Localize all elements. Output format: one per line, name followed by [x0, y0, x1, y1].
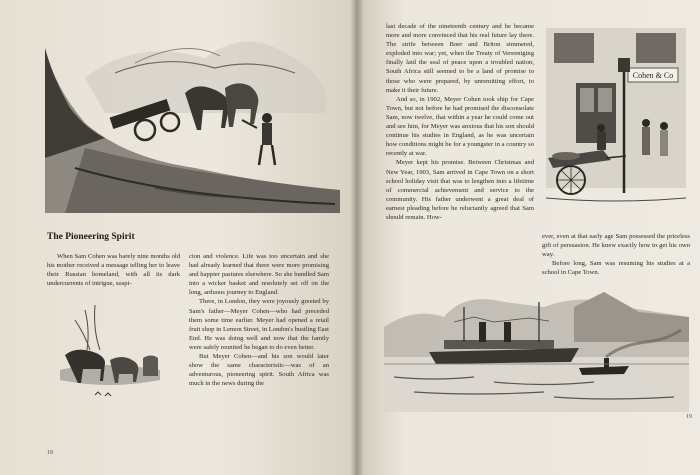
paragraph: last decade of the nineteenth century and he became more and more convinced that his real future lay there. The strife between Boer and Briton simmered, exploded into war; yet, when the Treaty of Vereeniging finally laid the seal of peace upon a troubled nation, South Africa still seemed to be a land of promise to those who were prepared, by unremitting effort, to make it their future.: [386, 23, 534, 94]
left-column-1: [47, 252, 180, 288]
paragraph: When Sam Cohen was barely nine months old his mother received a message telling her to leave their Russian homeland, with all its dark undercurrents of intrigue, suspi-: [47, 253, 180, 288]
page-number-right: 19: [686, 414, 692, 420]
paragraph: There, in London, they were joyously greeted by Sam's father—Meyer Cohen—who had preceded them some time earlier. Meyer had opened a retail fruit shop in Lemon Street, in London's bustling East End. He was doing well and now that the family were safely reunited he began to do even better.: [189, 298, 329, 351]
steamship-illustration: [384, 282, 689, 412]
ox-wagon-illustration: [45, 18, 345, 213]
right-page: [356, 0, 700, 475]
paragraph: cion and violence. Life was too uncertain and she had already learned that there were more promising and happier pastures elsewhere. So she bundled Sam into a wicker basket and resolutely set off on the long, arduous journey to England.: [189, 253, 329, 297]
right-column-1: [386, 22, 534, 222]
paragraph: Meyer kept his promise. Between Christmas and New Year, 1903, Sam arrived in Cape Town on a short school holiday visit that was to lengthen into a lifetime of commercial achievement and service to the community. His father underwent a great deal of earnest pleading before he reluctantly agreed that Sam should remain. How-: [386, 159, 534, 221]
paragraph: And so, in 1902, Meyer Cohen took ship for Cape Town, but not before he had promised the disconsolate Sam, now twelve, that within a year he could come out and see him, for Meyer was anxious that his son should continue his studies in England, as he was uncertain how conditions might be for a youngster in a country so recently at war.: [386, 95, 534, 158]
page-number-left: 18: [47, 450, 53, 456]
shop-sign: Cohen & Co: [632, 71, 674, 80]
paragraph: But Meyer Cohen—and his son would later show the same characteristic—was of an adventurous, pioneering spirit. South Africa was much in the news during the: [189, 353, 329, 388]
fruit-shop-illustration: [546, 28, 686, 208]
book-gutter: [350, 0, 364, 475]
right-column-2: [542, 232, 690, 277]
paragraph: Before long, Sam was resuming his studies at a school in Cape Town.: [542, 260, 690, 277]
section-heading: The Pioneering Spirit: [47, 232, 135, 242]
travelers-sketch-illustration: [55, 300, 175, 405]
paragraph: ever, even at that early age Sam possessed the priceless gift of persuasion. He knew exactly how to get his own way.: [542, 233, 690, 259]
left-column-2: [189, 252, 329, 388]
